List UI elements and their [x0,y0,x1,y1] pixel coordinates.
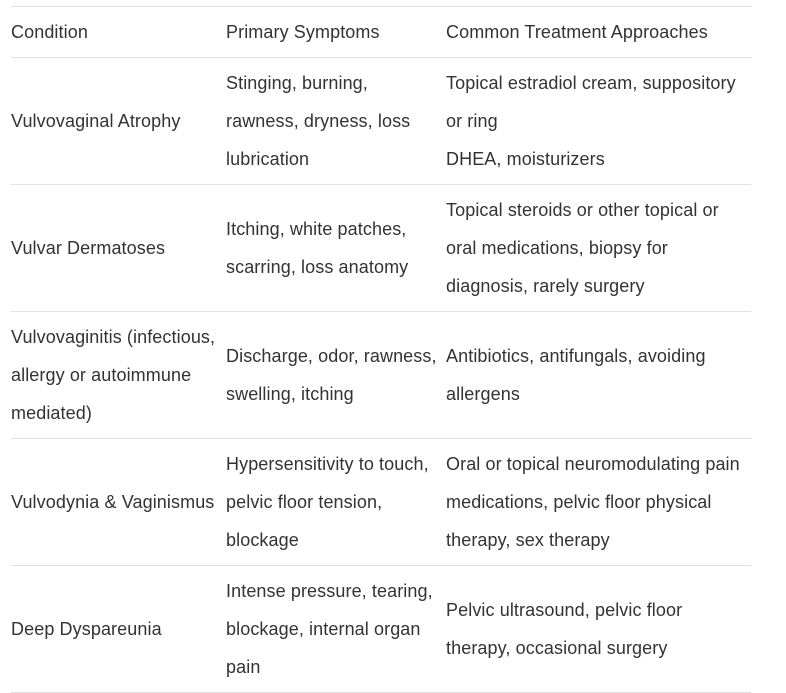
treatment-line: Topical steroids or other topical or oral medications, biopsy for diagnosis, rarely surgery [446,200,719,296]
condition-cell [11,439,226,566]
table-row [11,185,751,312]
symptoms-cell [226,58,446,185]
symptoms-text: Itching, white patches, scarring, loss anatomy [226,219,409,277]
condition-cell [11,185,226,312]
table-row [11,58,751,185]
treatment-line: Pelvic ultrasound, pelvic floor therapy, occasional surgery [446,600,683,658]
treatment-line: DHEA, moisturizers [446,149,605,169]
treatment-cell [446,185,751,312]
condition-cell [11,58,226,185]
condition-text: Deep Dyspareunia [11,619,162,639]
treatment-cell [446,439,751,566]
symptoms-text: Discharge, odor, rawness, swelling, itching [226,346,437,404]
conditions-table [11,6,751,693]
treatment-cell [446,566,751,693]
table-row [11,312,751,439]
table-header-row [11,7,751,58]
condition-text: Vulvar Dermatoses [11,238,166,258]
treatment-cell [446,58,751,185]
symptoms-text: Intense pressure, tearing, blockage, internal organ pain [226,581,433,677]
condition-cell [11,566,226,693]
symptoms-text: Stinging, burning, rawness, dryness, loss lubrication [226,73,411,169]
treatment-line: Antibiotics, antifungals, avoiding allergens [446,346,706,404]
condition-text: Vulvodynia & Vaginismus [11,492,215,512]
condition-text: Vulvovaginitis (infectious, allergy or autoimmune mediated) [11,327,216,423]
table-row [11,439,751,566]
header-condition: Condition [11,7,226,58]
symptoms-text: Hypersensitivity to touch, pelvic floor tension, blockage [226,454,429,550]
treatment-line: Topical estradiol cream, suppository or ring [446,73,736,131]
symptoms-cell [226,312,446,439]
symptoms-cell [226,185,446,312]
header-treatment-approaches: Common Treatment Approaches [446,7,751,58]
symptoms-cell [226,566,446,693]
table-row [11,566,751,693]
treatment-cell [446,312,751,439]
condition-cell [11,312,226,439]
treatment-line: Oral or topical neuromodulating pain medications, pelvic floor physical therapy, sex therapy [446,454,740,550]
condition-text: Vulvovaginal Atrophy [11,111,181,131]
symptoms-cell [226,439,446,566]
header-primary-symptoms: Primary Symptoms [226,7,446,58]
